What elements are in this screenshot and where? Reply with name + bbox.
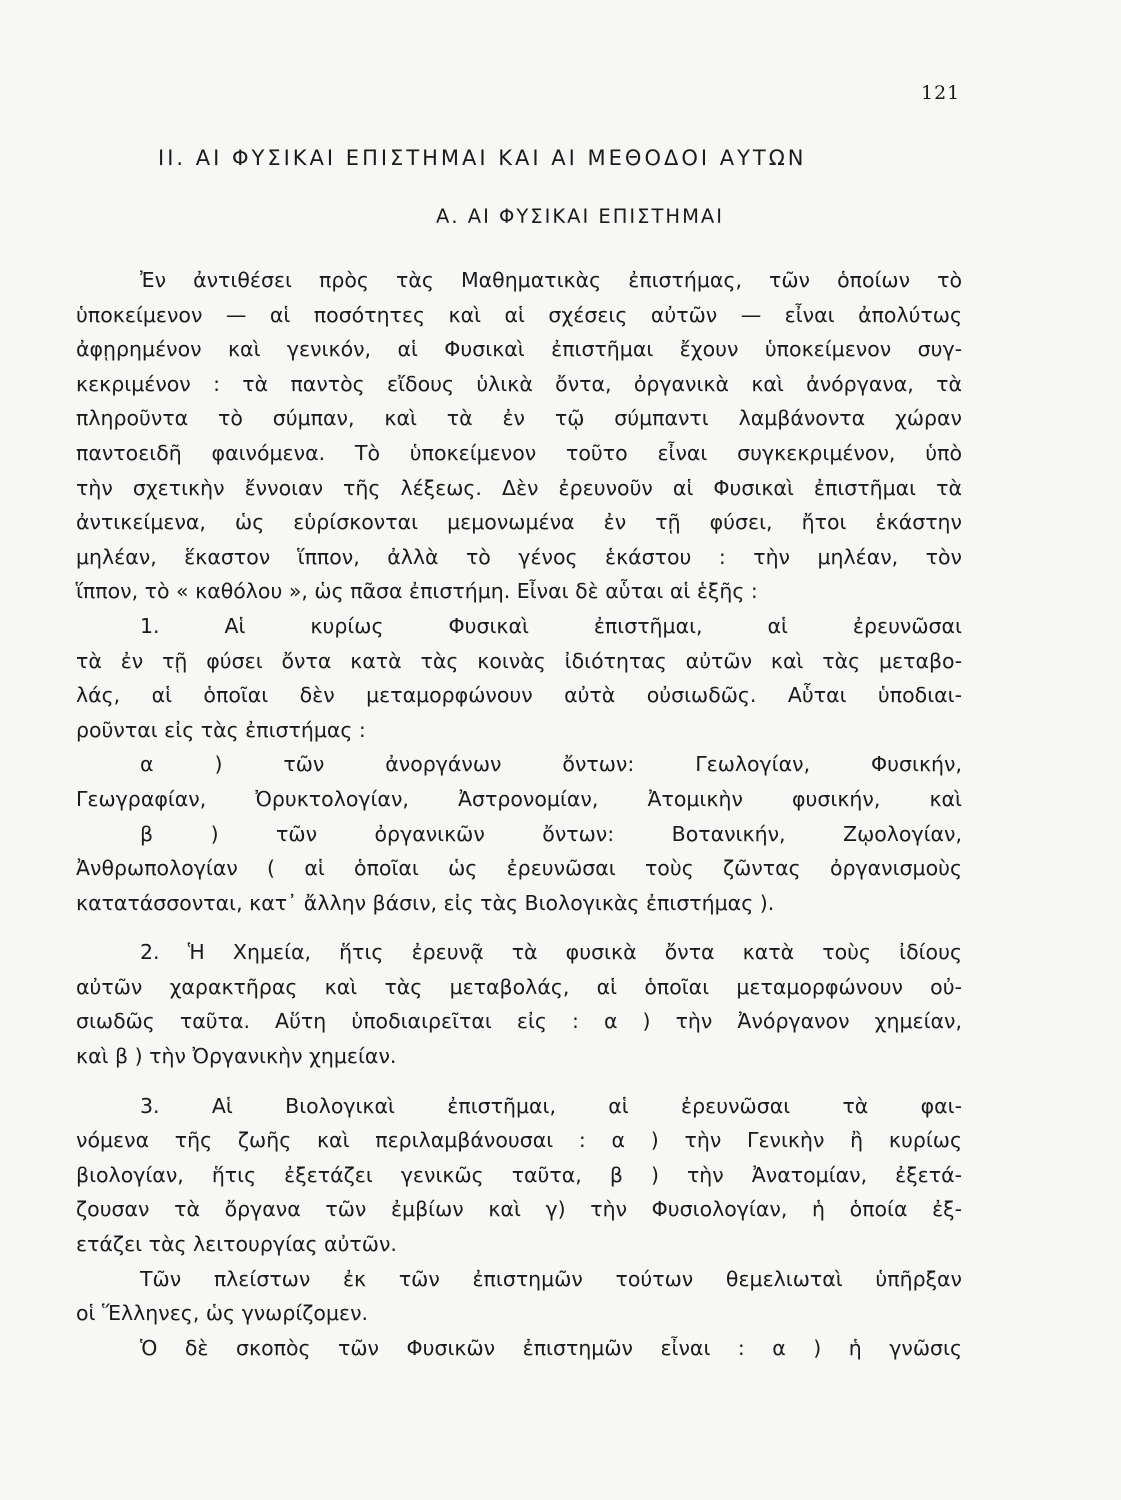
paragraph-gap: [76, 1074, 962, 1089]
text-line: πληροῦντα τὸ σύμπαν, καὶ τὰ ἐν τῷ σύμπαντι λαμβάνοντα χώραν: [76, 406, 962, 431]
text-line: Τῶν πλείστων ἐκ τῶν ἐπιστημῶν τούτων θεμελιωταὶ ὑπῆρξαν: [140, 1266, 962, 1291]
text-line: ὑποκείμενον — αἱ ποσότητες καὶ αἱ σχέσεις αὐτῶν — εἶναι ἀπολύτως: [76, 302, 962, 327]
chapter-heading: ΙΙ. ΑΙ ΦΥΣΙΚΑΙ ΕΠΙΣΤΗΜΑΙ ΚΑΙ ΑΙ ΜΕΘΟΔΟΙ ΑΥΤΩΝ: [158, 146, 807, 170]
text-line: α ) τῶν ἀνοργάνων ὄντων: Γεωλογίαν, Φυσικήν,: [140, 752, 962, 777]
text-line: τὴν σχετικὴν ἔννοιαν τῆς λέξεως. Δὲν ἐρευνοῦν αἱ Φυσικαὶ ἐπιστῆμαι τὰ: [76, 475, 962, 500]
page-number: 121: [921, 82, 961, 104]
text-line: Ὁ δὲ σκοπὸς τῶν Φυσικῶν ἐπιστημῶν εἶναι : α ) ἡ γνῶσις: [140, 1335, 962, 1360]
text-line: Ἀνθρωπολογίαν ( αἱ ὁποῖαι ὡς ἐρευνῶσαι τοὺς ζῶντας ὀργανισμοὺς: [76, 856, 962, 881]
text-line: βιολογίαν, ἥτις ἐξετάζει γενικῶς ταῦτα, β ) τὴν Ἀνατομίαν, ἐξετά-: [76, 1162, 962, 1187]
text-line: κατατάσσονται, κατ᾽ ἄλλην βάσιν, εἰς τὰς Βιολογικὰς ἐπιστήμας ).: [76, 890, 775, 915]
text-line: σιωδῶς ταῦτα. Αὕτη ὑποδιαιρεῖται εἰς : α ) τὴν Ἀνόργανον χημείαν,: [76, 1009, 962, 1034]
text-line: Γεωγραφίαν, Ὀρυκτολογίαν, Ἀστρονομίαν, Ἀτομικὴν φυσικήν, καὶ: [76, 786, 962, 811]
text-line: ἵππον, τὸ « καθόλου », ὡς πᾶσα ἐπιστήμη. Εἶναι δὲ αὗται αἱ ἑξῆς :: [76, 579, 758, 604]
text-line: οἱ Ἕλληνες, ὡς γνωρίζομεν.: [76, 1301, 369, 1326]
text-line: ἀντικείμενα, ὡς εὑρίσκονται μεμονωμένα ἐν τῇ φύσει, ἤτοι ἑκάστην: [76, 510, 962, 535]
paragraph-closing: [76, 1262, 962, 1331]
text-line: ροῦνται εἰς τὰς ἐπιστήμας :: [76, 717, 366, 742]
text-line: τὰ ἐν τῇ φύσει ὄντα κατὰ τὰς κοινὰς ἰδιότητας αὐτῶν καὶ τὰς μεταβο-: [76, 648, 962, 673]
paragraph-item-1-subdivisions: [76, 747, 962, 920]
paragraph-item-1: [76, 609, 962, 747]
paragraph-final: [76, 1331, 962, 1366]
text-line: 2. Ἡ Χημεία, ἥτις ἐρευνᾷ τὰ φυσικὰ ὄντα κατὰ τοὺς ἰδίους: [140, 940, 962, 965]
text-line: ἀφῃρημένον καὶ γενικόν, αἱ Φυσικαὶ ἐπιστῆμαι ἔχουν ὑποκείμενον συγ-: [76, 337, 962, 362]
text-line: νόμενα τῆς ζωῆς καὶ περιλαμβάνουσαι : α ) τὴν Γενικὴν ἢ κυρίως: [76, 1128, 962, 1153]
text-line: αὐτῶν χαρακτῆρας καὶ τὰς μεταβολάς, αἱ ὁποῖαι μεταμορφώνουν οὐ-: [76, 974, 962, 999]
text-line: ετάζει τὰς λειτουργίας αὐτῶν.: [76, 1232, 397, 1257]
text-line: ζουσαν τὰ ὄργανα τῶν ἐμβίων καὶ γ) τὴν Φυσιολογίαν, ἡ ὁποία ἐξ-: [76, 1197, 962, 1222]
text-line: παντοειδῆ φαινόμενα. Τὸ ὑποκείμενον τοῦτο εἶναι συγκεκριμένον, ὑπὸ: [76, 440, 962, 465]
text-line: 3. Αἱ Βιολογικαὶ ἐπιστῆμαι, αἱ ἐρευνῶσαι τὰ φαι-: [140, 1093, 962, 1118]
text-line: 1. Αἱ κυρίως Φυσικαὶ ἐπιστῆμαι, αἱ ἐρευνῶσαι: [140, 613, 962, 638]
text-line: κεκριμένον : τὰ παντὸς εἴδους ὑλικὰ ὄντα, ὀργανικὰ καὶ ἀνόργανα, τὰ: [76, 371, 962, 396]
text-line: μηλέαν, ἕκαστον ἵππον, ἀλλὰ τὸ γένος ἑκάστου : τὴν μηλέαν, τὸν: [76, 544, 962, 569]
text-line: καὶ β ) τὴν Ὀργανικὴν χημείαν.: [76, 1044, 397, 1069]
text-line: λάς, αἱ ὁποῖαι δὲν μεταμορφώνουν αὐτὰ οὐσιωδῶς. Αὗται ὑποδιαι-: [76, 683, 962, 708]
text-line: β ) τῶν ὀργανικῶν ὄντων: Βοτανικήν, Ζῳολογίαν,: [140, 821, 962, 846]
section-heading: Α. ΑΙ ΦΥΣΙΚΑΙ ΕΠΙΣΤΗΜΑΙ: [436, 205, 724, 228]
paragraph-item-3: [76, 1089, 962, 1262]
body-text: [76, 263, 962, 1365]
text-line: Ἐν ἀντιθέσει πρὸς τὰς Μαθηματικὰς ἐπιστήμας, τῶν ὁποίων τὸ: [140, 268, 962, 292]
paragraph-item-2: [76, 935, 962, 1073]
paragraph-gap: [76, 920, 962, 935]
paragraph-intro: [76, 263, 962, 609]
